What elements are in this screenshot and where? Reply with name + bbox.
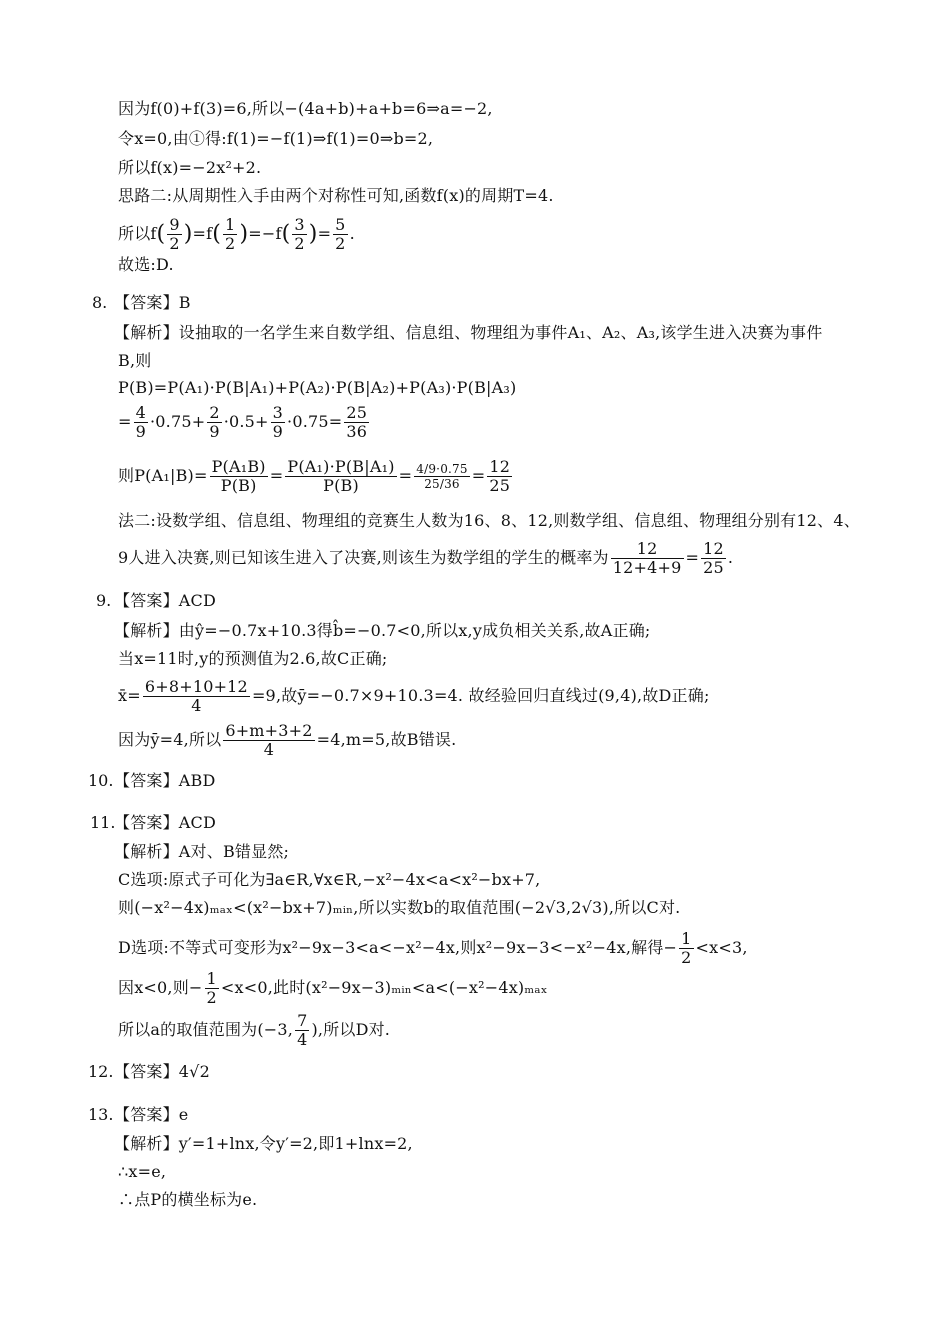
numerator: 12 <box>489 457 511 476</box>
text-line: 【解析】由ŷ=−0.7x+10.3得b̂=−0.7<0,所以x,y成负相关关系,故A正确; <box>114 621 651 640</box>
denominator: 4 <box>191 696 202 715</box>
numerator: 7 <box>297 1011 308 1030</box>
answer-line: 【答案】e <box>114 1105 189 1124</box>
paren: ( <box>281 221 291 247</box>
fraction <box>285 458 396 495</box>
text-fragment: (−3, <box>257 1020 294 1039</box>
text-line: 令x=0,由①得:f(1)=−f(1)⇒f(1)=0⇒b=2, <box>118 129 434 148</box>
paren: ( <box>212 221 222 247</box>
denominator: P(B) <box>220 476 257 495</box>
question-number: 9. <box>96 591 112 610</box>
text-fragment: = <box>317 224 332 243</box>
answer-line: 【答案】ACD <box>114 813 217 832</box>
denominator: 2 <box>335 234 346 253</box>
denominator: 25/36 <box>424 477 460 491</box>
fraction <box>210 458 268 495</box>
text-line: B,则 <box>118 351 152 370</box>
numerator: 6+8+10+12 <box>144 677 248 696</box>
fraction <box>143 678 250 715</box>
fraction <box>679 930 693 967</box>
paren: ) <box>239 221 249 247</box>
text-line: 故选:D. <box>118 255 174 274</box>
paren: ) <box>183 221 193 247</box>
fraction <box>134 404 148 441</box>
text-fragment: ·0.75+ <box>150 412 206 431</box>
fraction <box>295 1012 309 1049</box>
numerator: 1 <box>206 969 217 988</box>
text-fragment: 因为ȳ=4,所以 <box>118 730 222 749</box>
text-fragment: x̄= <box>118 686 141 705</box>
formula-line <box>118 458 514 495</box>
text-fragment: =9,故ȳ=−0.7×9+10.3=4. 故经验回归直线过(9,4),故D正确; <box>251 686 710 705</box>
formula-line <box>118 930 748 967</box>
denominator: 9 <box>135 422 146 441</box>
denominator: 25 <box>703 558 724 577</box>
formula-line <box>118 722 456 759</box>
formula-line <box>118 540 733 577</box>
text-line: 【解析】y′=1+lnx,令y′=2,即1+lnx=2, <box>114 1134 413 1153</box>
text-fragment: 所以a的取值范围为 <box>118 1020 258 1039</box>
numerator: 1 <box>225 215 236 234</box>
numerator: 3 <box>294 215 305 234</box>
text-line: 思路二:从周期性入手由两个对称性可知,函数f(x)的周期T=4. <box>118 186 554 205</box>
denominator: 36 <box>346 422 368 441</box>
numerator: 1 <box>681 929 692 948</box>
text-fragment: 则P(A₁|B)= <box>118 466 208 485</box>
question-number: 13. <box>88 1105 114 1124</box>
fraction <box>611 540 684 577</box>
text-line: 法二:设数学组、信息组、物理组的竞赛生人数为16、8、12,则数学组、信息组、物理组分别有12、4、 <box>118 511 860 530</box>
fraction <box>205 970 219 1007</box>
text-line: ∴x=e, <box>118 1162 167 1181</box>
fraction <box>701 540 726 577</box>
numerator: 12 <box>703 539 724 558</box>
formula-line <box>118 216 355 253</box>
text-fragment: 所以f <box>118 224 157 243</box>
text-fragment: =−f <box>248 224 282 243</box>
text-line: 因为f(0)+f(3)=6,所以−(4a+b)+a+b=6⇒a=−2, <box>118 99 493 118</box>
question-number: 10. <box>88 771 114 790</box>
text-fragment: 9人进入决赛,则已知该生进入了决赛,则该生为数学组的学生的概率为 <box>118 548 609 567</box>
denominator: 9 <box>209 422 220 441</box>
numerator: 9 <box>169 215 180 234</box>
denominator: 25 <box>489 476 511 495</box>
text-line: 【解析】设抽取的一名学生来自数学组、信息组、物理组为事件A₁、A₂、A₃,该学生进入决赛为事件 <box>114 323 823 342</box>
text-fragment: =f <box>192 224 213 243</box>
denominator: 2 <box>225 234 236 253</box>
text-fragment: ),所以D对. <box>311 1020 391 1039</box>
fraction <box>333 216 347 253</box>
paren: ( <box>156 221 166 247</box>
text-line: ∴点P的横坐标为e. <box>118 1190 258 1209</box>
numerator: P(A₁B) <box>211 457 266 476</box>
denominator: 2 <box>681 948 692 967</box>
formula-line <box>118 970 548 1007</box>
denominator: 4 <box>297 1030 308 1049</box>
text-fragment: 因x<0,则− <box>118 978 203 997</box>
denominator: 12+4+9 <box>612 558 682 577</box>
text-line: 则(−x²−4x)ₘₐₓ<(x²−bx+7)ₘᵢₙ,所以实数b的取值范围(−2√3,2√3),所以C对. <box>118 898 681 917</box>
text-fragment: ·0.5+ <box>223 412 269 431</box>
text-fragment: = <box>269 466 284 485</box>
text-line: C选项:原式子可化为∃a∈R,∀x∈R,−x²−4x<a<x²−bx+7, <box>118 870 541 889</box>
answer-line: 【答案】ABD <box>114 771 216 790</box>
numerator: P(A₁)·P(B|A₁) <box>287 457 395 476</box>
fraction <box>271 404 285 441</box>
denominator: 2 <box>294 234 305 253</box>
fraction <box>292 216 306 253</box>
denominator: 9 <box>272 422 284 441</box>
text-line: 当x=11时,y的预测值为2.6,故C正确; <box>118 649 388 668</box>
numerator: 4 <box>135 403 146 422</box>
numerator: 2 <box>209 403 220 422</box>
answer-line: 【答案】B <box>114 293 191 312</box>
text-fragment: = <box>685 548 700 567</box>
fraction <box>207 404 221 441</box>
text-fragment: <x<3, <box>695 938 748 957</box>
numerator: 4/9·0.75 <box>416 462 468 476</box>
fraction <box>223 722 314 759</box>
numerator: 25 <box>346 403 368 422</box>
text-fragment: <x<0,此时(x²−9x−3)ₘᵢₙ<a<(−x²−4x)ₘₐₓ <box>220 978 548 997</box>
denominator: 4 <box>263 740 275 759</box>
formula-line <box>118 404 371 441</box>
numerator: 6+m+3+2 <box>225 721 313 740</box>
denominator: 2 <box>206 988 217 1007</box>
text-fragment: D选项:不等式可变形为x²−9x−3<a<−x²−4x,则x²−9x−3<−x²−4x,解得− <box>118 938 678 957</box>
text-fragment: . <box>727 548 734 567</box>
formula-line <box>118 678 710 715</box>
text-fragment: =4,m=5,故B错误. <box>316 730 457 749</box>
paren: ) <box>308 221 318 247</box>
question-number: 12. <box>88 1062 114 1081</box>
answer-line: 【答案】ACD <box>114 591 217 610</box>
text-fragment: = <box>398 466 413 485</box>
text-line: 所以f(x)=−2x²+2. <box>118 158 262 177</box>
text-line: P(B)=P(A₁)·P(B|A₁)+P(A₂)·P(B|A₂)+P(A₃)·P(B|A₃) <box>118 378 517 397</box>
question-number: 8. <box>92 293 108 312</box>
numerator: 5 <box>335 215 346 234</box>
numerator: 12 <box>611 540 684 559</box>
fraction <box>487 458 512 495</box>
formula-line <box>118 1012 390 1049</box>
fraction <box>414 462 469 491</box>
fraction <box>223 216 237 253</box>
text-fragment: = <box>471 466 486 485</box>
denominator: 2 <box>169 234 180 253</box>
text-fragment: . <box>349 224 355 243</box>
numerator: 3 <box>272 403 284 422</box>
text-fragment: = <box>118 412 132 431</box>
fraction <box>344 404 369 441</box>
text-line: 【解析】A对、B错显然; <box>114 842 290 861</box>
answer-line: 【答案】4√2 <box>114 1062 210 1081</box>
question-number: 11. <box>90 813 116 832</box>
fraction <box>167 216 181 253</box>
denominator: P(B) <box>323 476 359 495</box>
text-fragment: ·0.75= <box>287 412 343 431</box>
